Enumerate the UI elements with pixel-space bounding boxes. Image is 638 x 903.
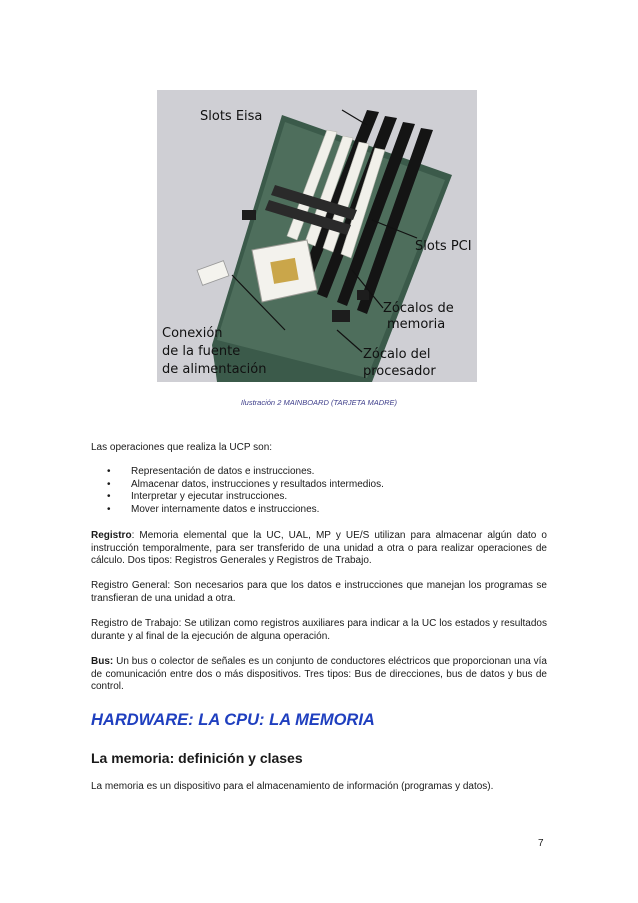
- paragraph-registro: Registro: Memoria elemental que la UC, UAL, MP y UE/S utilizan para almacenar algún dato o instrucción temporalmente, para ser transferido de una unidad a otra o para realizar operaciones de cálculo. Dos tipos: Registros Generales y Registros de Trabajo.: [91, 530, 547, 566]
- label-zocalo-procesador-2: procesador: [363, 364, 436, 379]
- section-heading: HARDWARE: LA CPU: LA MEMORIA: [91, 711, 375, 729]
- paragraph-bus: Bus: Un bus o colector de señales es un conjunto de conductores eléctricos que proporcionan una vía de comunicación entre dos o más dispositivos. Tres tipos: Bus de direcciones, bus de datos y bus de control.: [91, 656, 547, 692]
- memoria-definition: La memoria es un dispositivo para el almacenamiento de información (programas y datos).: [91, 781, 494, 792]
- page-number: 7: [538, 838, 544, 849]
- list-item: • Interpretar y ejecutar instrucciones.: [107, 491, 288, 502]
- term-registro: Registro: [91, 530, 132, 541]
- list-item: • Representación de datos e instrucciones.: [107, 466, 315, 477]
- bullet-icon: •: [107, 478, 111, 490]
- intro-text: Las operaciones que realiza la UCP son:: [91, 442, 273, 453]
- figure-caption: Ilustración 2 MAINBOARD (TARJETA MADRE): [240, 398, 398, 407]
- list-item: • Almacenar datos, instrucciones y resultados intermedios.: [107, 478, 384, 490]
- label-slots-eisa: Slots Eisa: [200, 109, 263, 124]
- label-conexion-2: de la fuente: [162, 344, 241, 359]
- bullet-icon: •: [107, 491, 111, 502]
- label-zocalo-procesador-1: Zócalo del: [363, 347, 431, 362]
- paragraph-registro-general: Registro General: Son necesarios para que los datos e instrucciones que manejan los programas se transfieran de una unidad a otra.: [91, 580, 547, 604]
- operations-list: [91, 466, 547, 516]
- bullet-icon: •: [107, 503, 111, 515]
- list-item: • Mover internamente datos e instrucciones.: [107, 503, 320, 515]
- subsection-heading: La memoria: definición y clases: [91, 750, 303, 766]
- bullet-icon: •: [107, 466, 111, 477]
- label-zocalos-memoria-1: Zócalos de: [383, 301, 454, 316]
- label-zocalos-memoria-2: memoria: [387, 317, 446, 332]
- paragraph-registro-trabajo: Registro de Trabajo: Se utilizan como registros auxiliares para indicar a la UC los estados y resultados durante y al final de la ejecución de alguna operación.: [91, 618, 547, 642]
- label-conexion-3: de alimentación: [162, 362, 267, 377]
- term-bus: Bus:: [91, 656, 114, 667]
- mainboard-illustration: [157, 90, 477, 382]
- label-slots-pci: Slots PCI: [415, 239, 472, 254]
- label-conexion-1: Conexión: [162, 326, 223, 341]
